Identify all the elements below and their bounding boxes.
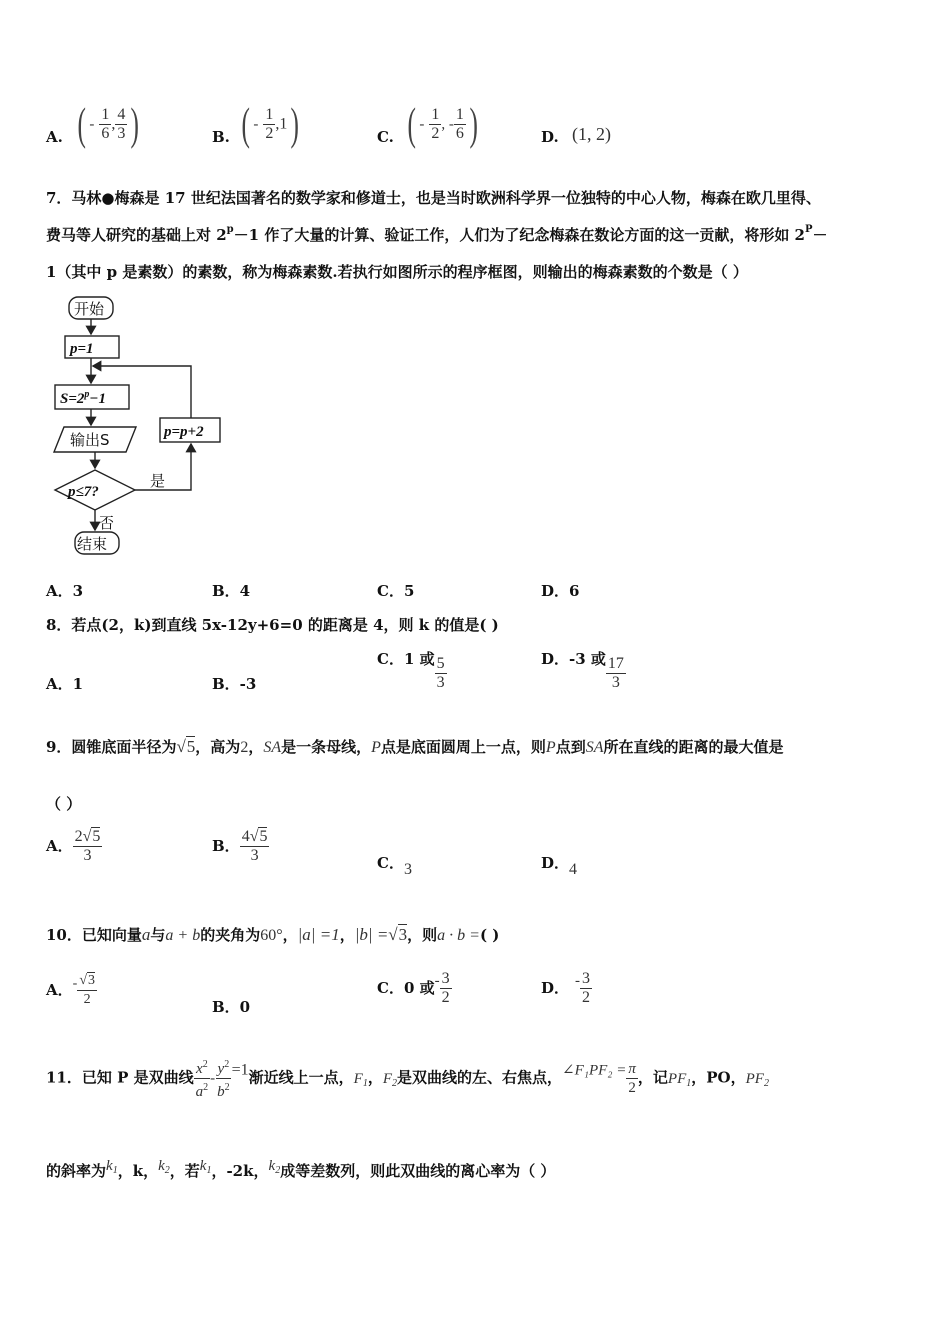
q9-paren: （ ） [46,795,82,813]
q9-option-b: B． $\frac{4√5}{3}$ [212,828,268,864]
q9-option-d: D．4 [541,854,578,878]
q11-stem-line2: 的斜率为$k_1$，k，$k_2$，若$k_1$，-2k，$k_2$成等差数列，则此双曲线的离心率为（ ） [46,1158,556,1180]
q8-option-d: D．-3 或 $\frac{17}{3}$ [541,650,624,691]
flow-output-text: 输出S [70,431,110,449]
flow-yes-label: 是 [150,472,166,490]
q11-stem-line1: 11．已知 P 是双曲线 $\frac{x^2}{a^2}$ - $\frac{y^2}{b^2}$ =1渐近线上一点，$F_1$，$F_2$是双曲线的左、右焦点，∠F₁PF₂ = $\frac{\pi}{2}$ ，记$PF_1$，PO，$PF_2$ [46,1056,769,1101]
q8-option-c: C．1 或 $\frac{5}{3}$ [377,650,445,691]
q7-option-b: B．4 [212,582,251,600]
flow-init-text: p=1 [70,341,94,357]
q8-option-a: A．1 [46,675,84,693]
q7-option-a: A．3 [46,582,84,600]
q9-option-a: A． $\frac{2√5}{3}$ [46,828,101,864]
q7-option-c: C．5 [377,582,415,600]
flow-assign-text: $S=2^p-1$ [60,389,106,407]
flow-update-text: p=p+2 [164,424,204,440]
flow-start-text: 开始 [74,300,105,318]
q10-option-b: B．0 [212,998,251,1016]
q7-flowchart [50,292,240,562]
q6-option-d-value: (1, 2) [572,124,611,144]
q8-option-b: B．-3 [212,675,257,693]
q6-option-c-label: C. [377,128,394,146]
q10-stem: 10．已知向量a与a + b的夹角为60°，|a| =1，|b| =√3，则a · b =( ) [46,925,500,944]
flow-end-text: 结束 [77,535,108,553]
q8-stem: 8．若点(2，k)到直线 5x-12y+6=0 的距离是 4，则 k 的值是( ) [46,616,499,634]
flow-no-label: 否 [99,514,115,532]
q7-stem-line1: 7．马林●梅森是 17 世纪法国著名的数学家和修道士，也是当时欧洲科学界一位独特的中心人物，梅森在欧几里得、 [46,189,821,207]
q6-option-b-label: B. [212,128,230,146]
flow-cond-text: p≤7? [68,484,99,500]
q10-option-a: A．- $\frac{√3}{2}$ [46,973,95,1007]
q6-option-c-interval: ( - $\frac{1}{2}$ , - $\frac{1}{6}$ ) [407,98,478,149]
q7-stem-line2: 费马等人研究的基础上对 $2^p-1$ 作了大量的计算、验证工作，人们为了纪念梅森在数论方面的这一贡献，将形如 $2^P-$ [46,224,828,244]
q7-option-d: D．6 [541,582,580,600]
q6-option-d-label: D. [541,128,559,146]
q6-option-a-interval: ( - $\frac{1}{6}$ , $\frac{4}{3}$ ) [77,98,140,149]
q6-option-a-label: A. [46,128,63,146]
q7-stem-line3: 1（其中 p 是素数）的素数，称为梅森素数.若执行如图所示的程序框图，则输出的梅森素数的个数是（ ） [46,263,748,281]
q6-option-b-interval: ( - $\frac{1}{2}$ ,1) [241,98,300,149]
q9-option-c: C．3 [377,854,412,878]
q10-option-c: C．0 或- $\frac{3}{2}$ [377,970,450,1006]
q9-stem: 9．圆锥底面半径为√5，高为2，SA是一条母线，P点是底面圆周上一点，则P点到SA所在直线的距离的最大值是 [46,737,784,756]
q10-option-d: D． - $\frac{3}{2}$ [541,970,591,1006]
